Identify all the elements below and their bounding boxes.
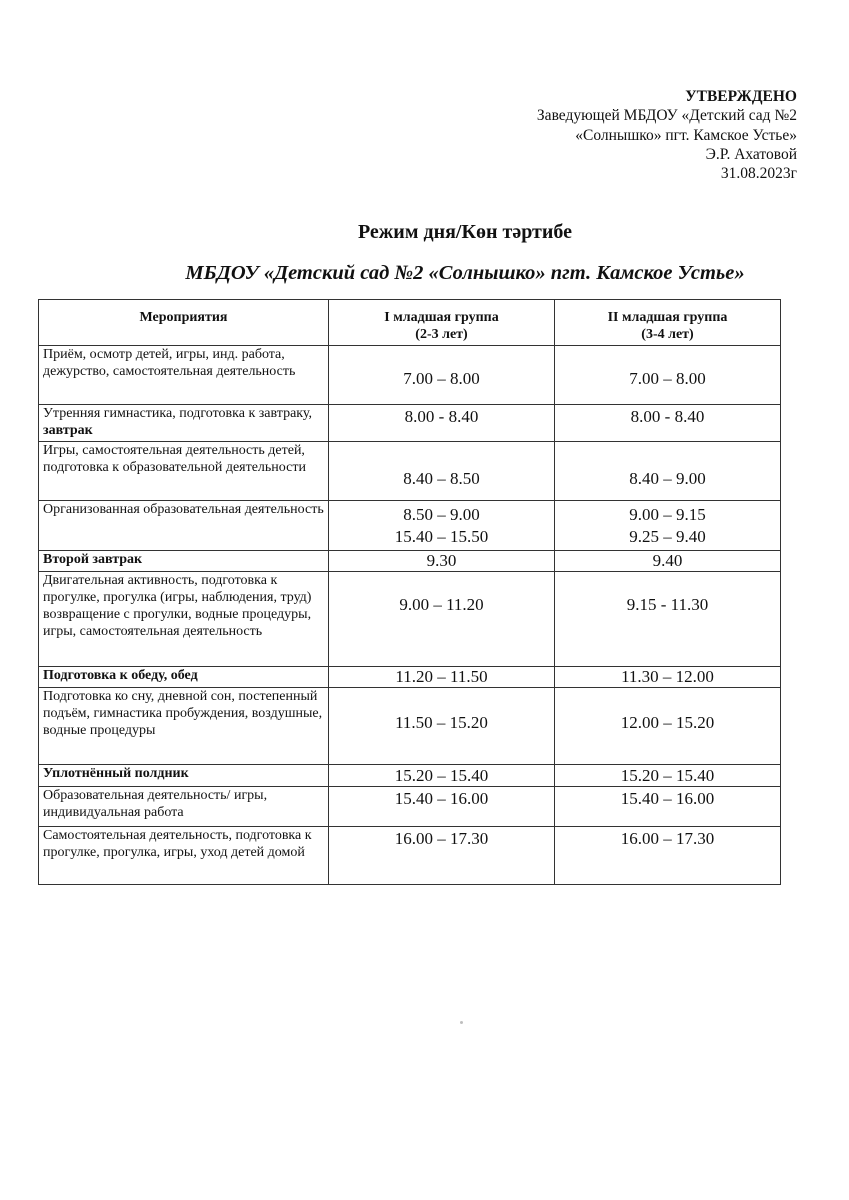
group-1-time	[329, 551, 555, 572]
group-2-time-value: 12.00 – 15.20	[620, 713, 715, 732]
group-2-time	[555, 572, 781, 667]
group-2-time-value: 9.40	[652, 551, 683, 570]
group-1-time-value: 9.00 – 11.20	[399, 595, 484, 614]
group-2-time	[555, 827, 781, 885]
table-header-row	[39, 300, 781, 346]
activity-cell: Игры, самостоятельная деятельность детей, подготовка к образовательной деятельности	[39, 442, 329, 501]
group-1-time	[329, 572, 555, 667]
group-1-time	[329, 827, 555, 885]
table-row	[39, 787, 781, 827]
group-2-time-value: 11.30 – 12.00	[621, 667, 714, 686]
page-title: Режим дня/Көн тәртибе	[357, 221, 573, 243]
group-1-time	[329, 346, 555, 405]
group-2-time-value: 8.00 - 8.40	[630, 407, 705, 426]
group-1-time-value: 15.20 – 15.40	[394, 766, 489, 785]
table-row	[39, 572, 781, 667]
group-2-time	[555, 346, 781, 405]
group-2-time	[555, 405, 781, 442]
group-2-time-value-2: 9.25 – 9.40	[629, 527, 706, 546]
group-2-time	[555, 667, 781, 688]
table-row	[39, 501, 781, 551]
group-2-time	[555, 688, 781, 765]
group-2-time-value: 15.40 – 16.00	[620, 789, 715, 808]
group-1-time	[329, 688, 555, 765]
activity-cell: Двигательная активность, подготовка к прогулке, прогулка (игры, наблюдения, труд) возвращение с прогулки, водные процедуры, игры, самостоятельная деятельность	[39, 572, 329, 667]
table-row	[39, 765, 781, 787]
group-1-time	[329, 667, 555, 688]
approval-signatory: Э.Р. Ахатовой	[705, 145, 797, 163]
activity-cell: Второй завтрак	[39, 551, 329, 572]
activity-text: Утренняя гимнастика, подготовка к завтраку,	[43, 406, 312, 421]
table-row	[39, 346, 781, 405]
group-1-time-value: 8.40 – 8.50	[403, 469, 480, 488]
group-1-time	[329, 787, 555, 827]
group-1-time-value: 7.00 – 8.00	[403, 369, 480, 388]
scan-speck-decoration	[460, 1021, 463, 1024]
group-2-time	[555, 787, 781, 827]
group-2-time	[555, 501, 781, 551]
group-1-time-value: 11.50 – 15.20	[395, 713, 488, 732]
group-2-time-value: 16.00 – 17.30	[620, 829, 715, 848]
header-group-2	[555, 300, 781, 346]
table-row	[39, 551, 781, 572]
activity-cell: Самостоятельная деятельность, подготовка к прогулке, прогулка, игры, уход детей домой	[39, 827, 329, 885]
activity-cell: Приём, осмотр детей, игры, инд. работа, дежурство, самостоятельная деятельность	[39, 346, 329, 405]
group-2-time	[555, 765, 781, 787]
group-1-time-value: 16.00 – 17.30	[394, 829, 489, 848]
activity-cell: Подготовка ко сну, дневной сон, постепенный подъём, гимнастика пробуждения, воздушные, водные процедуры	[39, 688, 329, 765]
table-row	[39, 827, 781, 885]
group-2-time-value: 8.40 – 9.00	[629, 469, 706, 488]
approval-block	[397, 87, 797, 183]
header-activity-label: Мероприятия	[139, 310, 228, 325]
approval-heading: УТВЕРЖДЕНО	[685, 88, 797, 105]
header-group-1-age: (2-3 лет)	[415, 327, 468, 342]
group-1-time-value: 8.00 - 8.40	[404, 407, 479, 426]
approval-line-2: «Солнышко» пгт. Камское Устье»	[575, 126, 797, 144]
activity-cell: Подготовка к обеду, обед	[39, 667, 329, 688]
table-row	[39, 667, 781, 688]
group-2-time	[555, 442, 781, 501]
group-1-time-value: 9.30	[426, 551, 457, 570]
table-row	[39, 405, 781, 442]
header-group-1	[329, 300, 555, 346]
activity-cell	[39, 405, 329, 442]
group-1-time-value: 15.40 – 16.00	[394, 789, 489, 808]
activity-cell: Уплотнённый полдник	[39, 765, 329, 787]
group-2-time-value: 9.15 - 11.30	[626, 595, 709, 614]
group-1-time-value: 11.20 – 11.50	[395, 667, 488, 686]
activity-cell: Организованная образовательная деятельность	[39, 501, 329, 551]
group-2-time-value: 7.00 – 8.00	[629, 369, 706, 388]
activity-text-bold: завтрак	[43, 423, 93, 438]
group-1-time-value-2: 15.40 – 15.50	[394, 527, 489, 546]
header-group-2-age: (3-4 лет)	[641, 327, 694, 342]
header-group-1-name: I младшая группа	[384, 310, 499, 325]
table-row	[39, 688, 781, 765]
table-row	[39, 442, 781, 501]
schedule-table	[38, 299, 781, 885]
approval-date: 31.08.2023г	[720, 165, 797, 183]
group-1-time	[329, 501, 555, 551]
group-1-time	[329, 405, 555, 442]
approval-line-1: Заведующей МБДОУ «Детский сад №2	[536, 107, 797, 125]
activity-cell: Образовательная деятельность/ игры, индивидуальная работа	[39, 787, 329, 827]
group-1-time-value: 8.50 – 9.00	[403, 505, 480, 524]
group-2-time-value: 9.00 – 9.15	[629, 505, 706, 524]
group-2-time	[555, 551, 781, 572]
page-subtitle: МБДОУ «Детский сад №2 «Солнышко» пгт. Камское Устье»	[185, 262, 745, 284]
group-1-time	[329, 442, 555, 501]
header-activity	[39, 300, 329, 346]
header-group-2-name: II младшая группа	[607, 310, 728, 325]
group-1-time	[329, 765, 555, 787]
group-2-time-value: 15.20 – 15.40	[620, 766, 715, 785]
